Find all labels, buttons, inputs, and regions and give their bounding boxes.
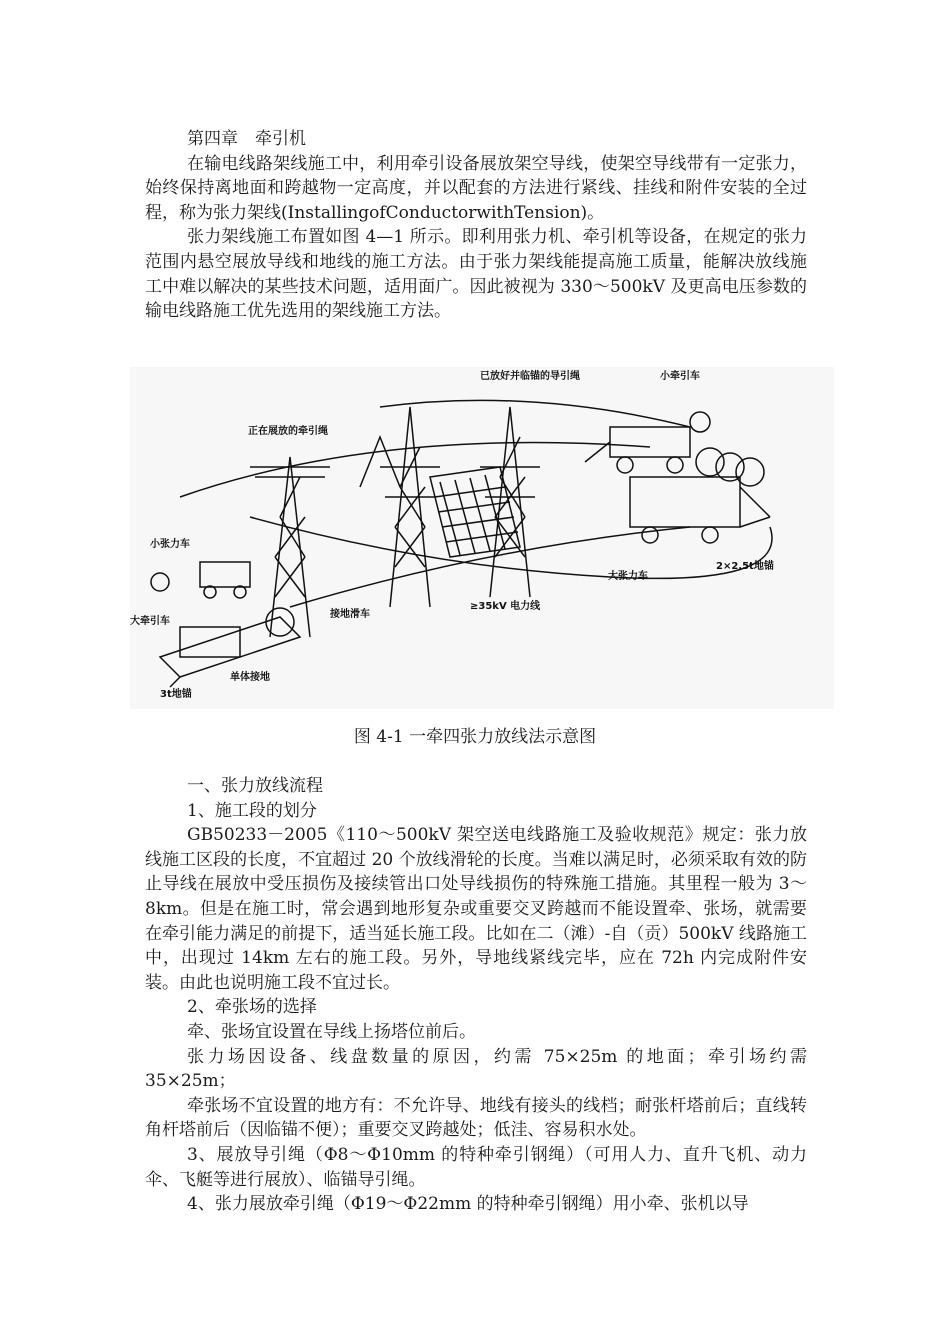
subsection-heading: 2、牵张场的选择 xyxy=(187,997,317,1018)
intro-paragraph: 在输电线路架线施工中，利用牵引设备展放架空导线，使架空导线带有一定张力，始终保持离地面和跨越物一定高度，并以配套的方法进行紧线、挂线和附件安装的全过程，称为张力架线(InstallingofConductorwithTension)。 xyxy=(145,153,807,223)
label-power-line: ≥35kV 电力线 xyxy=(470,601,541,612)
body-paragraph: GB50233－2005《110～500kV 架空送电线路施工及验收规范》规定：张力放线施工区段的长度，不宜超过 20 个放线滑轮的长度。当难以满足时，必须采取有效的防止导线在展放中受压损伤及接续管出口处导线损伤的特殊施工措施。其里程一般为 3～8km。但是在施工时，常会遇到地形复杂或重要交叉跨越而不能设置牵、张场，就需要在牵引能力满足的前提下，适当延长施工段。比如在二（滩）-自（贡）500kV 线路施工中，出现过 14km 左右的施工段。另外，导地线紧线完毕，应在 72h 内完成附件安装。由此也说明施工段不宜过长。 xyxy=(145,825,807,993)
figure-caption: 图 4-1 一牵四张力放线法示意图 xyxy=(353,727,597,747)
body-paragraph: 牵、张场宜设置在导线上扬塔位前后。 xyxy=(187,1021,476,1042)
label-guide-rope: 已放好并临锚的导引绳 xyxy=(480,371,580,382)
small-tensioner-machine xyxy=(151,562,250,598)
section-heading: 一、张力放线流程 xyxy=(187,776,323,796)
tower-left xyxy=(250,437,400,637)
label-pulling-rope: 正在展放的牵引绳 xyxy=(248,426,328,437)
intro-paragraph: 张力架线施工布置如图 4—1 所示。即利用张力机、牵引机等设备，在规定的张力范围内悬空展放导线和地线的施工方法。由于张力架线能提高施工质量，能解决放线施工中难以解决的某些技术问题，适用面广。因此被视为 330～500kV 及更高电压参数的输电线路施工优先选用的架线施工方法。 xyxy=(145,227,807,322)
small-puller-machine xyxy=(585,412,710,473)
label-ground-anchor-2x: 2×2.5t地锚 xyxy=(716,561,774,572)
label-small-tensioner: 小张力车 xyxy=(150,539,190,550)
subsection-heading: 1、施工段的划分 xyxy=(187,800,317,821)
label-single-ground: 单体接地 xyxy=(230,672,270,683)
body-paragraph: 张力场因设备、线盘数量的原因，约需 75×25m 的地面；牵引场约需 35×25m； xyxy=(145,1046,807,1092)
intro-section xyxy=(145,127,807,324)
chapter-title: 第四章 牵引机 xyxy=(187,129,306,149)
label-ground-anchor-3t: 3t地锚 xyxy=(160,689,192,700)
large-tensioner-machine xyxy=(630,448,770,543)
figure-diagram xyxy=(130,367,834,709)
guide-rope-line xyxy=(380,400,690,427)
label-large-puller: 大牵引车 xyxy=(130,616,170,627)
section-body xyxy=(145,774,807,1217)
body-paragraph: 牵张场不宜设置的地方有：不允许导、地线有接头的线档；耐张杆塔前后；直线转角杆塔前后（因临锚不便）；重要交叉跨越处；低洼、容易积水处。 xyxy=(145,1095,807,1141)
label-small-puller: 小牵引车 xyxy=(660,371,700,382)
crossing-net xyxy=(430,467,520,557)
label-ground-pulley: 接地滑车 xyxy=(330,609,370,620)
label-large-tensioner: 大张力车 xyxy=(608,571,648,582)
body-paragraph: 4、张力展放牵引绳（Φ19～Φ22mm 的特种牵引钢绳）用小牵、张机以导 xyxy=(187,1194,749,1215)
body-paragraph: 3、展放导引绳（Φ8～Φ10mm 的特种牵引钢绳）（可用人力、直升飞机、动力伞、飞艇等进行展放）、临锚导引绳。 xyxy=(145,1144,807,1190)
tower-middle xyxy=(380,407,440,607)
